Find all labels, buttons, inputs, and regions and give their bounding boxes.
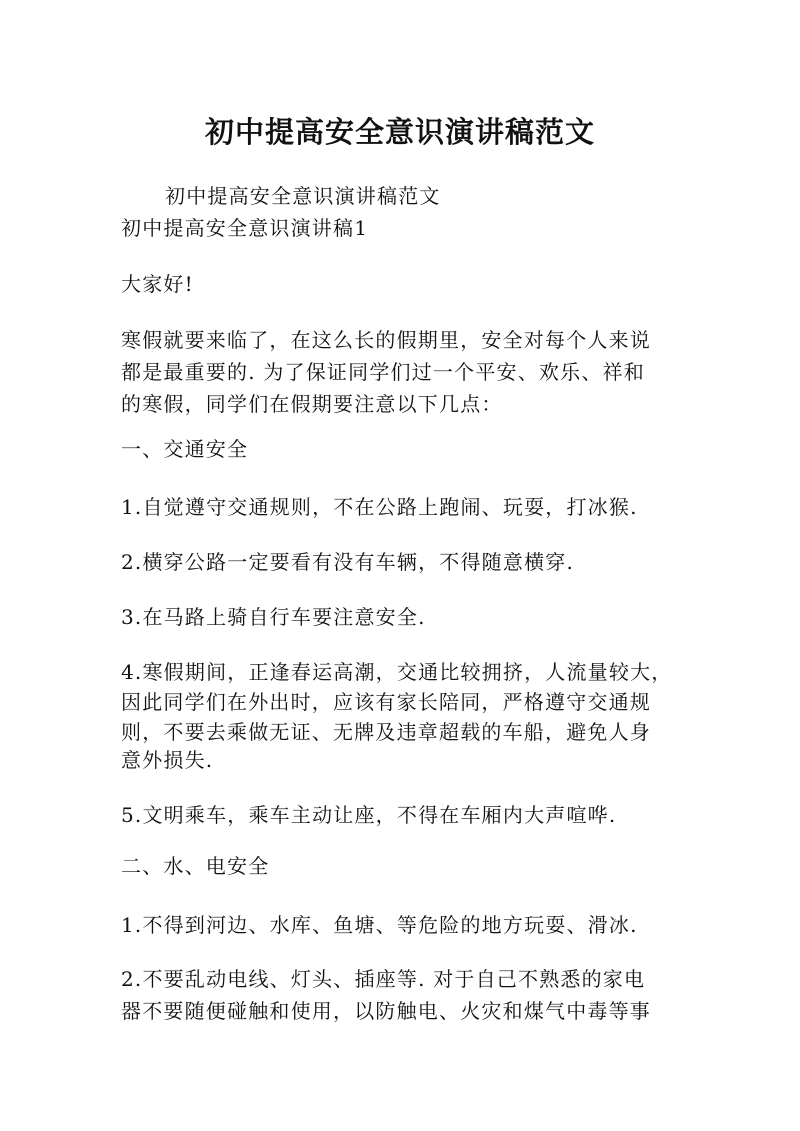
list-item-continued: 因此同学们在外出时，应该有家长陪同，严格遵守交通规 — [121, 690, 651, 714]
list-item-continued: 器不要随便碰触和使用，以防触电、火灾和煤气中毒等事 — [121, 999, 651, 1023]
list-item: 1.不得到河边、水库、鱼塘、等危险的地方玩耍、滑冰. — [121, 913, 638, 937]
section-heading-water-electric: 二、水、电安全 — [121, 854, 270, 878]
list-item: 2.不要乱动电线、灯头、插座等. 对于自己不熟悉的家电 — [121, 967, 646, 991]
list-item-continued: 则，不要去乘做无证、无牌及违章超载的车船，避免人身 — [121, 720, 651, 744]
document-title: 初中提高安全意识演讲稿范文 — [204, 115, 595, 149]
list-item: 1.自觉遵守交通规则，不在公路上跑闹、玩耍，打冰猴. — [121, 495, 638, 519]
list-item: 2.横穿公路一定要看有没有车辆，不得随意横穿. — [121, 550, 575, 574]
section-heading-traffic: 一、交通安全 — [121, 437, 249, 461]
speech-heading: 初中提高安全意识演讲稿1 — [121, 216, 369, 240]
greeting: 大家好! — [121, 272, 194, 296]
list-item: 5.文明乘车，乘车主动让座，不得在车厢内大声喧哗. — [121, 803, 617, 827]
list-item: 3.在马路上骑自行车要注意安全. — [121, 605, 426, 629]
list-item: 4.寒假期间，正逢春运高潮，交通比较拥挤，人流量较大， — [121, 660, 673, 684]
subtitle-line: 初中提高安全意识演讲稿范文 — [165, 184, 441, 208]
paragraph-line: 寒假就要来临了，在这么长的假期里，安全对每个人来说 — [121, 328, 651, 352]
paragraph-line: 的寒假，同学们在假期要注意以下几点： — [121, 392, 503, 416]
paragraph-line: 都是最重要的. 为了保证同学们过一个平安、欢乐、祥和 — [121, 360, 645, 384]
list-item-continued: 意外损失. — [121, 748, 214, 772]
